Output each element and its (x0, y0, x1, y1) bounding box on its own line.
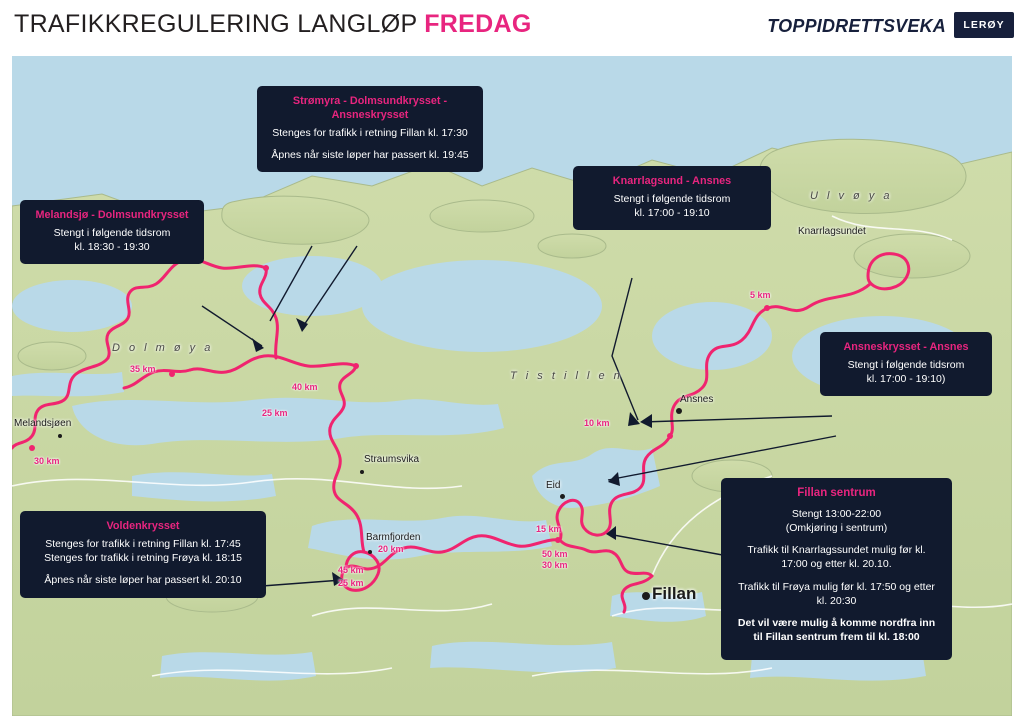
callout-fillan-line4: Trafikk til Frøya mulig før kl. 17:50 og etter kl. 20:30 (738, 580, 935, 607)
page-title (14, 10, 532, 39)
callout-fillan-line2: (Omkjøring i sentrum) (785, 522, 888, 535)
brand-logo-text: TOPPIDRETTSVEKA (767, 16, 946, 36)
callout-voldenkrysset[interactable] (20, 511, 266, 598)
callout-fillan-line3: Trafikk til Knarrlagssundet mulig før kl. 17:00 og etter kl. 20.10. (747, 544, 926, 571)
label-knarrlagsundet: Knarrlagsundet (798, 226, 866, 237)
marker-fillan (642, 592, 650, 600)
label-island-ulvoya: U l v ø y a (810, 190, 893, 202)
callout-melandsjo-title: Melandsjø - Dolmsundkrysset (35, 209, 189, 221)
sponsor-logo: LERØY (954, 12, 1014, 38)
marker-barmfjorden (368, 550, 372, 554)
km-marker-30-west: 30 km (34, 456, 60, 466)
km-marker-45: 45 km (338, 565, 364, 575)
callout-knarrlagsund-title: Knarrlagsund - Ansnes (612, 175, 732, 187)
km-marker-20: 20 km (378, 544, 404, 554)
page-header (0, 0, 1024, 56)
callout-fillan-title: Fillan sentrum (797, 487, 876, 499)
marker-melandsjoen (58, 434, 62, 438)
callout-knarrlagsund[interactable] (573, 166, 771, 230)
km-marker-10: 10 km (584, 418, 610, 428)
callout-ansneskrysset-line1: Stengt i følgende tidsrom (847, 359, 965, 372)
marker-eid (560, 494, 565, 499)
callout-ansneskrysset[interactable] (820, 332, 992, 396)
callout-stromyra[interactable] (257, 86, 483, 172)
label-eid: Eid (546, 480, 561, 491)
callout-stromyra-line2: Åpnes når siste løper har passert kl. 19:45 (271, 149, 469, 162)
callout-melandsjo-line2: kl. 18:30 - 19:30 (74, 241, 150, 254)
callout-melandsjo-line1: Stengt i følgende tidsrom (53, 227, 171, 240)
callout-voldenkrysset-line3: Åpnes når siste løper har passert kl. 20:10 (44, 574, 242, 587)
callout-ansneskrysset-title: Ansneskrysset - Ansnes (843, 341, 969, 353)
callout-fillan-line1: Stengt 13:00-22:00 (791, 507, 882, 520)
label-fillan: Fillan (652, 584, 697, 603)
callout-voldenkrysset-line1: Stenges for trafikk i retning Fillan kl. 17:45 (45, 538, 241, 551)
callout-knarrlagsund-line1: Stengt i følgende tidsrom (613, 193, 731, 206)
km-marker-40: 40 km (292, 382, 318, 392)
label-straumsvika: Straumsvika (364, 454, 420, 465)
callout-voldenkrysset-title: Voldenkrysset (106, 520, 180, 532)
callout-voldenkrysset-line2: Stenges for trafikk i retning Frøya kl. 18:15 (44, 552, 242, 565)
km-marker-50: 50 km (542, 549, 568, 559)
km-marker-5: 5 km (750, 290, 771, 300)
marker-straumsvika (360, 470, 364, 474)
km-marker-25-north: 25 km (262, 408, 288, 418)
label-island-tistillen: T i s t i l l e n (510, 370, 623, 382)
km-marker-35: 35 km (130, 364, 156, 374)
label-ansnes: Ansnes (680, 394, 714, 405)
label-melandsjoen: Melandsjøen (14, 418, 72, 429)
marker-ansnes (676, 408, 682, 414)
label-barmfjorden: Barmfjorden (366, 532, 421, 543)
callout-fillan-line5: Det vil være mulig å komme nordfra inn til Fillan sentrum frem til kl. 18:00 (737, 616, 936, 644)
km-marker-15: 15 km (536, 524, 562, 534)
page-title-day: FREDAG (424, 10, 532, 38)
callout-stromyra-title: Strømyra - Dolmsundkrysset - Ansneskrysset (292, 95, 448, 122)
callout-fillan-sentrum[interactable] (721, 478, 952, 660)
callout-melandsjo[interactable] (20, 200, 204, 264)
page-title-main: TRAFIKKREGULERING LANGLØP (14, 10, 425, 38)
callout-knarrlagsund-line2: kl. 17:00 - 19:10 (634, 207, 710, 220)
km-marker-25-south: 25 km (338, 578, 364, 588)
km-marker-30-east: 30 km (542, 560, 568, 570)
map-canvas[interactable] (12, 56, 1012, 716)
callout-ansneskrysset-line2: kl. 17:00 - 19:10) (866, 373, 946, 386)
label-island-dolmoya: D o l m ø y a (112, 342, 214, 354)
callout-stromyra-line1: Stenges for trafikk i retning Fillan kl. 17:30 (272, 127, 468, 140)
